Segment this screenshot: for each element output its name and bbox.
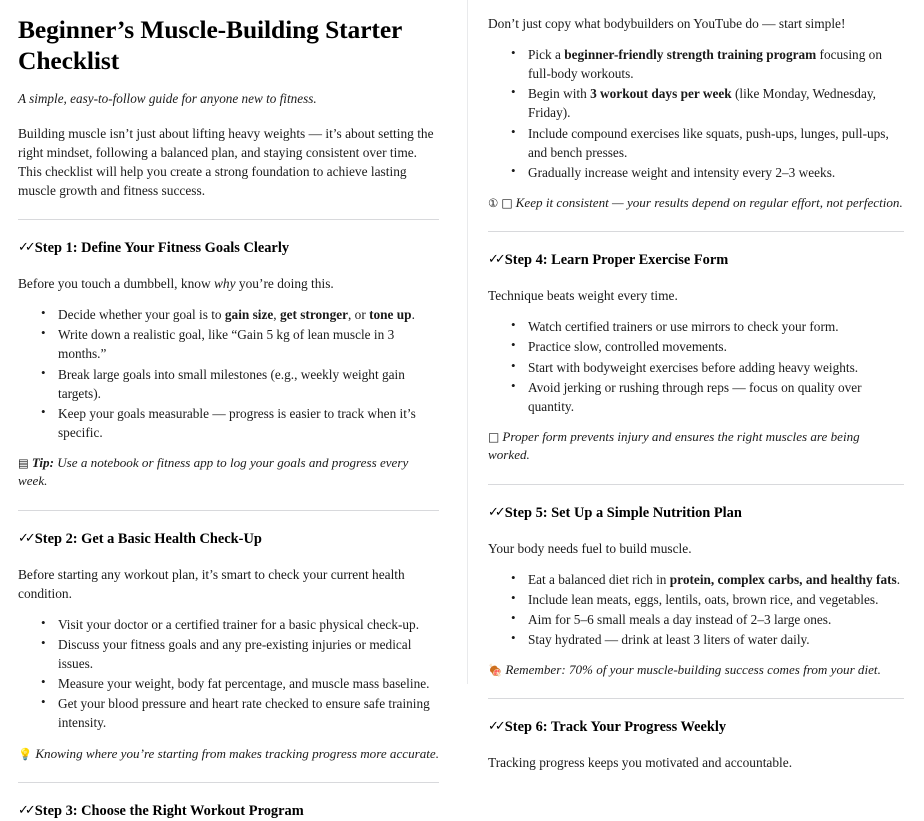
step-3-heading-text: Step 3: Choose the Right Workout Program: [34, 802, 304, 819]
section-step-2: [18, 530, 439, 763]
section-divider: [18, 219, 439, 220]
section-step-4: [488, 251, 904, 464]
step-3-note: [488, 194, 904, 212]
step-1-note: [18, 454, 439, 491]
page-title: Beginner’s Muscle-Building Starter Checklist: [18, 15, 402, 76]
list-item: • Keep your goals measurable — progress is easier to track when it’s specific.: [58, 404, 439, 442]
step-4-note: [488, 428, 904, 465]
step-5-lead: Your body needs fuel to build muscle.: [488, 540, 692, 556]
check-icon: ✓✓: [488, 252, 502, 268]
list-item: • Discuss your fitness goals and any pre-existing injuries or medical issues.: [58, 635, 439, 673]
list-item: • Begin with 3 workout days per week (like Monday, Wednesday, Friday).: [528, 84, 904, 122]
missing-glyph-icon: □: [501, 196, 513, 211]
lightbulb-icon: 💡: [18, 746, 33, 761]
step-2-lead: Before starting any workout plan, it’s smart to check your current health condition.: [18, 566, 405, 601]
step-3-bullet-list: [488, 45, 904, 182]
list-item: • Gradually increase weight and intensity every 2–3 weeks.: [528, 163, 904, 182]
check-icon: ✓✓: [18, 240, 32, 256]
step-1-heading: [18, 239, 439, 258]
step-6-heading-text: Step 6: Track Your Progress Weekly: [504, 719, 727, 736]
section-divider: [18, 782, 439, 783]
list-item: • Include compound exercises like squats, push-ups, lunges, pull-ups, and bench presses.: [528, 124, 904, 162]
list-item: • Measure your weight, body fat percentage, and muscle mass baseline.: [58, 674, 439, 693]
step-5-bullet-list: [488, 570, 904, 650]
step-4-heading-text: Step 4: Learn Proper Exercise Form: [504, 252, 729, 269]
step-1-bullet-list: [18, 305, 439, 442]
check-icon: ✓✓: [18, 530, 32, 546]
list-item: • Include lean meats, eggs, lentils, oats, brown rice, and vegetables.: [528, 590, 904, 609]
step-2-bullet-list: [18, 615, 439, 733]
section-step-6: [488, 718, 904, 772]
list-item: • Write down a realistic goal, like “Gain 5 kg of lean muscle in 3 months.”: [58, 325, 439, 363]
section-step-3-continued: [488, 14, 904, 212]
step-4-lead: Technique beats weight every time.: [488, 288, 678, 304]
section-step-3: [18, 802, 439, 821]
list-item: • Stay hydrated — drink at least 3 liters of water daily.: [528, 630, 904, 649]
step-1-heading-text: Step 1: Define Your Fitness Goals Clearly: [34, 240, 290, 257]
step-1-lead: Before you touch a dumbbell, know why you’re doing this.: [18, 276, 334, 292]
page-subtitle: A simple, easy-to-follow guide for anyone new to fitness.: [18, 91, 317, 107]
section-divider: [488, 698, 904, 699]
check-icon: ✓✓: [488, 719, 502, 735]
step-3-note-text: Keep it consistent — your results depend on regular effort, not perfection.: [515, 195, 903, 211]
list-item: • Start with bodyweight exercises before adding heavy weights.: [528, 358, 904, 377]
section-step-5: [488, 504, 904, 680]
step-5-heading: [488, 504, 904, 523]
step-5-note-text: Remember: 70% of your muscle-building success comes from your diet.: [505, 662, 881, 678]
step-2-heading: [18, 530, 439, 549]
list-item: • Pick a beginner-friendly strength training program focusing on full-body workouts.: [528, 45, 904, 83]
step-5-note: [488, 661, 904, 679]
circled-one-icon: ①: [488, 196, 499, 211]
missing-glyph-icon: □: [488, 429, 500, 444]
list-item: • Avoid jerking or rushing through reps — focus on quality over quantity.: [528, 378, 904, 416]
list-item: • Eat a balanced diet rich in protein, complex carbs, and healthy fats.: [528, 570, 904, 589]
step-6-heading: [488, 718, 904, 737]
step-4-note-text: Proper form prevents injury and ensures the right muscles are being worked.: [488, 428, 860, 463]
step-2-note: [18, 745, 439, 763]
step-2-note-text: Knowing where you’re starting from makes tracking progress more accurate.: [35, 745, 440, 761]
check-icon: ✓✓: [18, 802, 32, 818]
intro-paragraph: Building muscle isn’t just about lifting heavy weights — it’s about setting the right mindset, following a balanced plan, and staying consistent over time. This checklist will help you create a strong foundation to achieve lasting muscle growth and fitness success.: [18, 126, 434, 199]
right-column: [468, 0, 924, 771]
step-1-note-text: Tip: Use a notebook or fitness app to log your goals and progress every week.: [18, 455, 409, 489]
step-4-heading: [488, 251, 904, 270]
section-divider: [488, 231, 904, 232]
step-2-heading-text: Step 2: Get a Basic Health Check-Up: [34, 530, 262, 547]
list-item: • Practice slow, controlled movements.: [528, 337, 904, 356]
step-3-lead: Don’t just copy what bodybuilders on YouTube do — start simple!: [488, 16, 846, 31]
section-step-1: [18, 239, 439, 491]
step-5-heading-text: Step 5: Set Up a Simple Nutrition Plan: [504, 504, 742, 521]
step-6-lead: Tracking progress keeps you motivated and accountable.: [488, 755, 793, 771]
notebook-icon: ▤: [18, 456, 29, 471]
section-divider: [18, 510, 439, 511]
step-3-heading: [18, 802, 439, 821]
step-4-bullet-list: [488, 317, 904, 416]
meat-icon: 🍖: [488, 663, 503, 678]
check-icon: ✓✓: [488, 504, 502, 520]
list-item: • Visit your doctor or a certified trainer for a basic physical check-up.: [58, 615, 439, 634]
list-item: • Decide whether your goal is to gain size, get stronger, or tone up.: [58, 305, 439, 324]
list-item: • Watch certified trainers or use mirrors to check your form.: [528, 317, 904, 336]
list-item: • Aim for 5–6 small meals a day instead of 2–3 large ones.: [528, 610, 904, 629]
section-divider: [488, 484, 904, 485]
list-item: • Get your blood pressure and heart rate checked to ensure safe training intensity.: [58, 694, 439, 732]
list-item: • Break large goals into small milestones (e.g., weekly weight gain targets).: [58, 365, 439, 403]
